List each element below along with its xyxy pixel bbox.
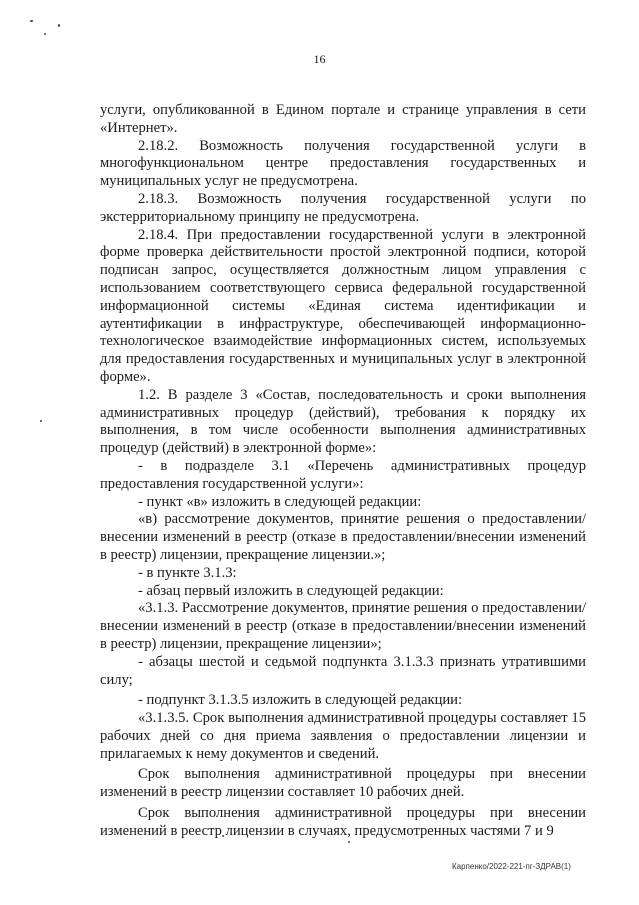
scan-speck bbox=[348, 841, 350, 843]
paragraph: - в пункте 3.1.3: bbox=[138, 564, 237, 581]
paragraph: - пункт «в» изложить в следующей редакции: bbox=[138, 493, 422, 510]
paragraph: Срок выполнения административной процедуры при внесении изменений в реестр лицензии в случаях, предусмотренных частями 7 и 9 bbox=[100, 805, 586, 839]
paragraph: «3.1.3.5. Срок выполнения административной процедуры составляет 15 рабочих дней со дня приема заявления о предоставлении лицензии и прилагаемых к нему документов и сведений. bbox=[100, 710, 586, 762]
paragraph: «в) рассмотрение документов, принятие решения о предоставлении/внесении изменений в реестр (отказе в предоставлении/внесении изменений в реестр) лицензии, прекращение лицензии.»; bbox=[100, 511, 586, 563]
page-number: 16 bbox=[313, 52, 326, 66]
paragraph: 2.18.3. Возможность получения государственной услуги по экстерриториальному принципу не предусмотрена. bbox=[100, 190, 586, 225]
paragraph: «3.1.3. Рассмотрение документов, принятие решения о предоставлении/внесении изменений в реестр (отказе в предоставлении/внесении изменений в реестр) лицензии, прекращение лицензии»; bbox=[100, 600, 586, 652]
paragraph: - абзацы шестой и седьмой подпункта 3.1.3.3 признать утратившими силу; bbox=[100, 653, 586, 688]
paragraph: 2.18.2. Возможность получения государственной услуги в многофункциональном центре предоставления государственных и муниципальных услуг не предусмотрена. bbox=[100, 137, 586, 190]
scan-speck bbox=[40, 420, 42, 422]
scan-speck bbox=[58, 24, 60, 27]
paragraph: 2.18.4. При предоставлении государственной услуги в электронной форме проверка действительности простой электронной подписи, которой подписан запрос, осуществляется должностным лицом управления с использованием соответствующего сервиса федеральной государственной информационной системы «Единая система идентификации и аутентификации в инфраструктуре, обеспечивающей информационно-технологическое взаимодействие информационных систем, используемых для предоставления государственных и муниципальных услуг в электронной форме». bbox=[100, 226, 586, 385]
paragraph: 1.2. В разделе 3 «Состав, последовательность и сроки выполнения административных процедур (действий), требования к порядку их выполнения, в том числе особенности выполнения административных процедур (действий) в электронной форме»: bbox=[100, 386, 586, 457]
document-body bbox=[100, 102, 586, 841]
scan-speck bbox=[44, 33, 46, 35]
paragraph: Срок выполнения административной процедуры при внесении изменений в реестр лицензии составляет 10 рабочих дней. bbox=[100, 766, 586, 801]
paragraph: - подпункт 3.1.3.5 изложить в следующей редакции: bbox=[138, 692, 463, 709]
paragraph: - абзац первый изложить в следующей редакции: bbox=[138, 582, 444, 599]
scan-speck bbox=[30, 20, 33, 22]
document-footer-code: Карпенко/2022-221-пг-ЗДРАВ(1) bbox=[452, 862, 571, 871]
paragraph: - в подразделе 3.1 «Перечень административных процедур предоставления государственной услуги»: bbox=[100, 457, 586, 492]
paragraph: услуги, опубликованной в Едином портале и странице управления в сети «Интернет». bbox=[100, 102, 586, 136]
